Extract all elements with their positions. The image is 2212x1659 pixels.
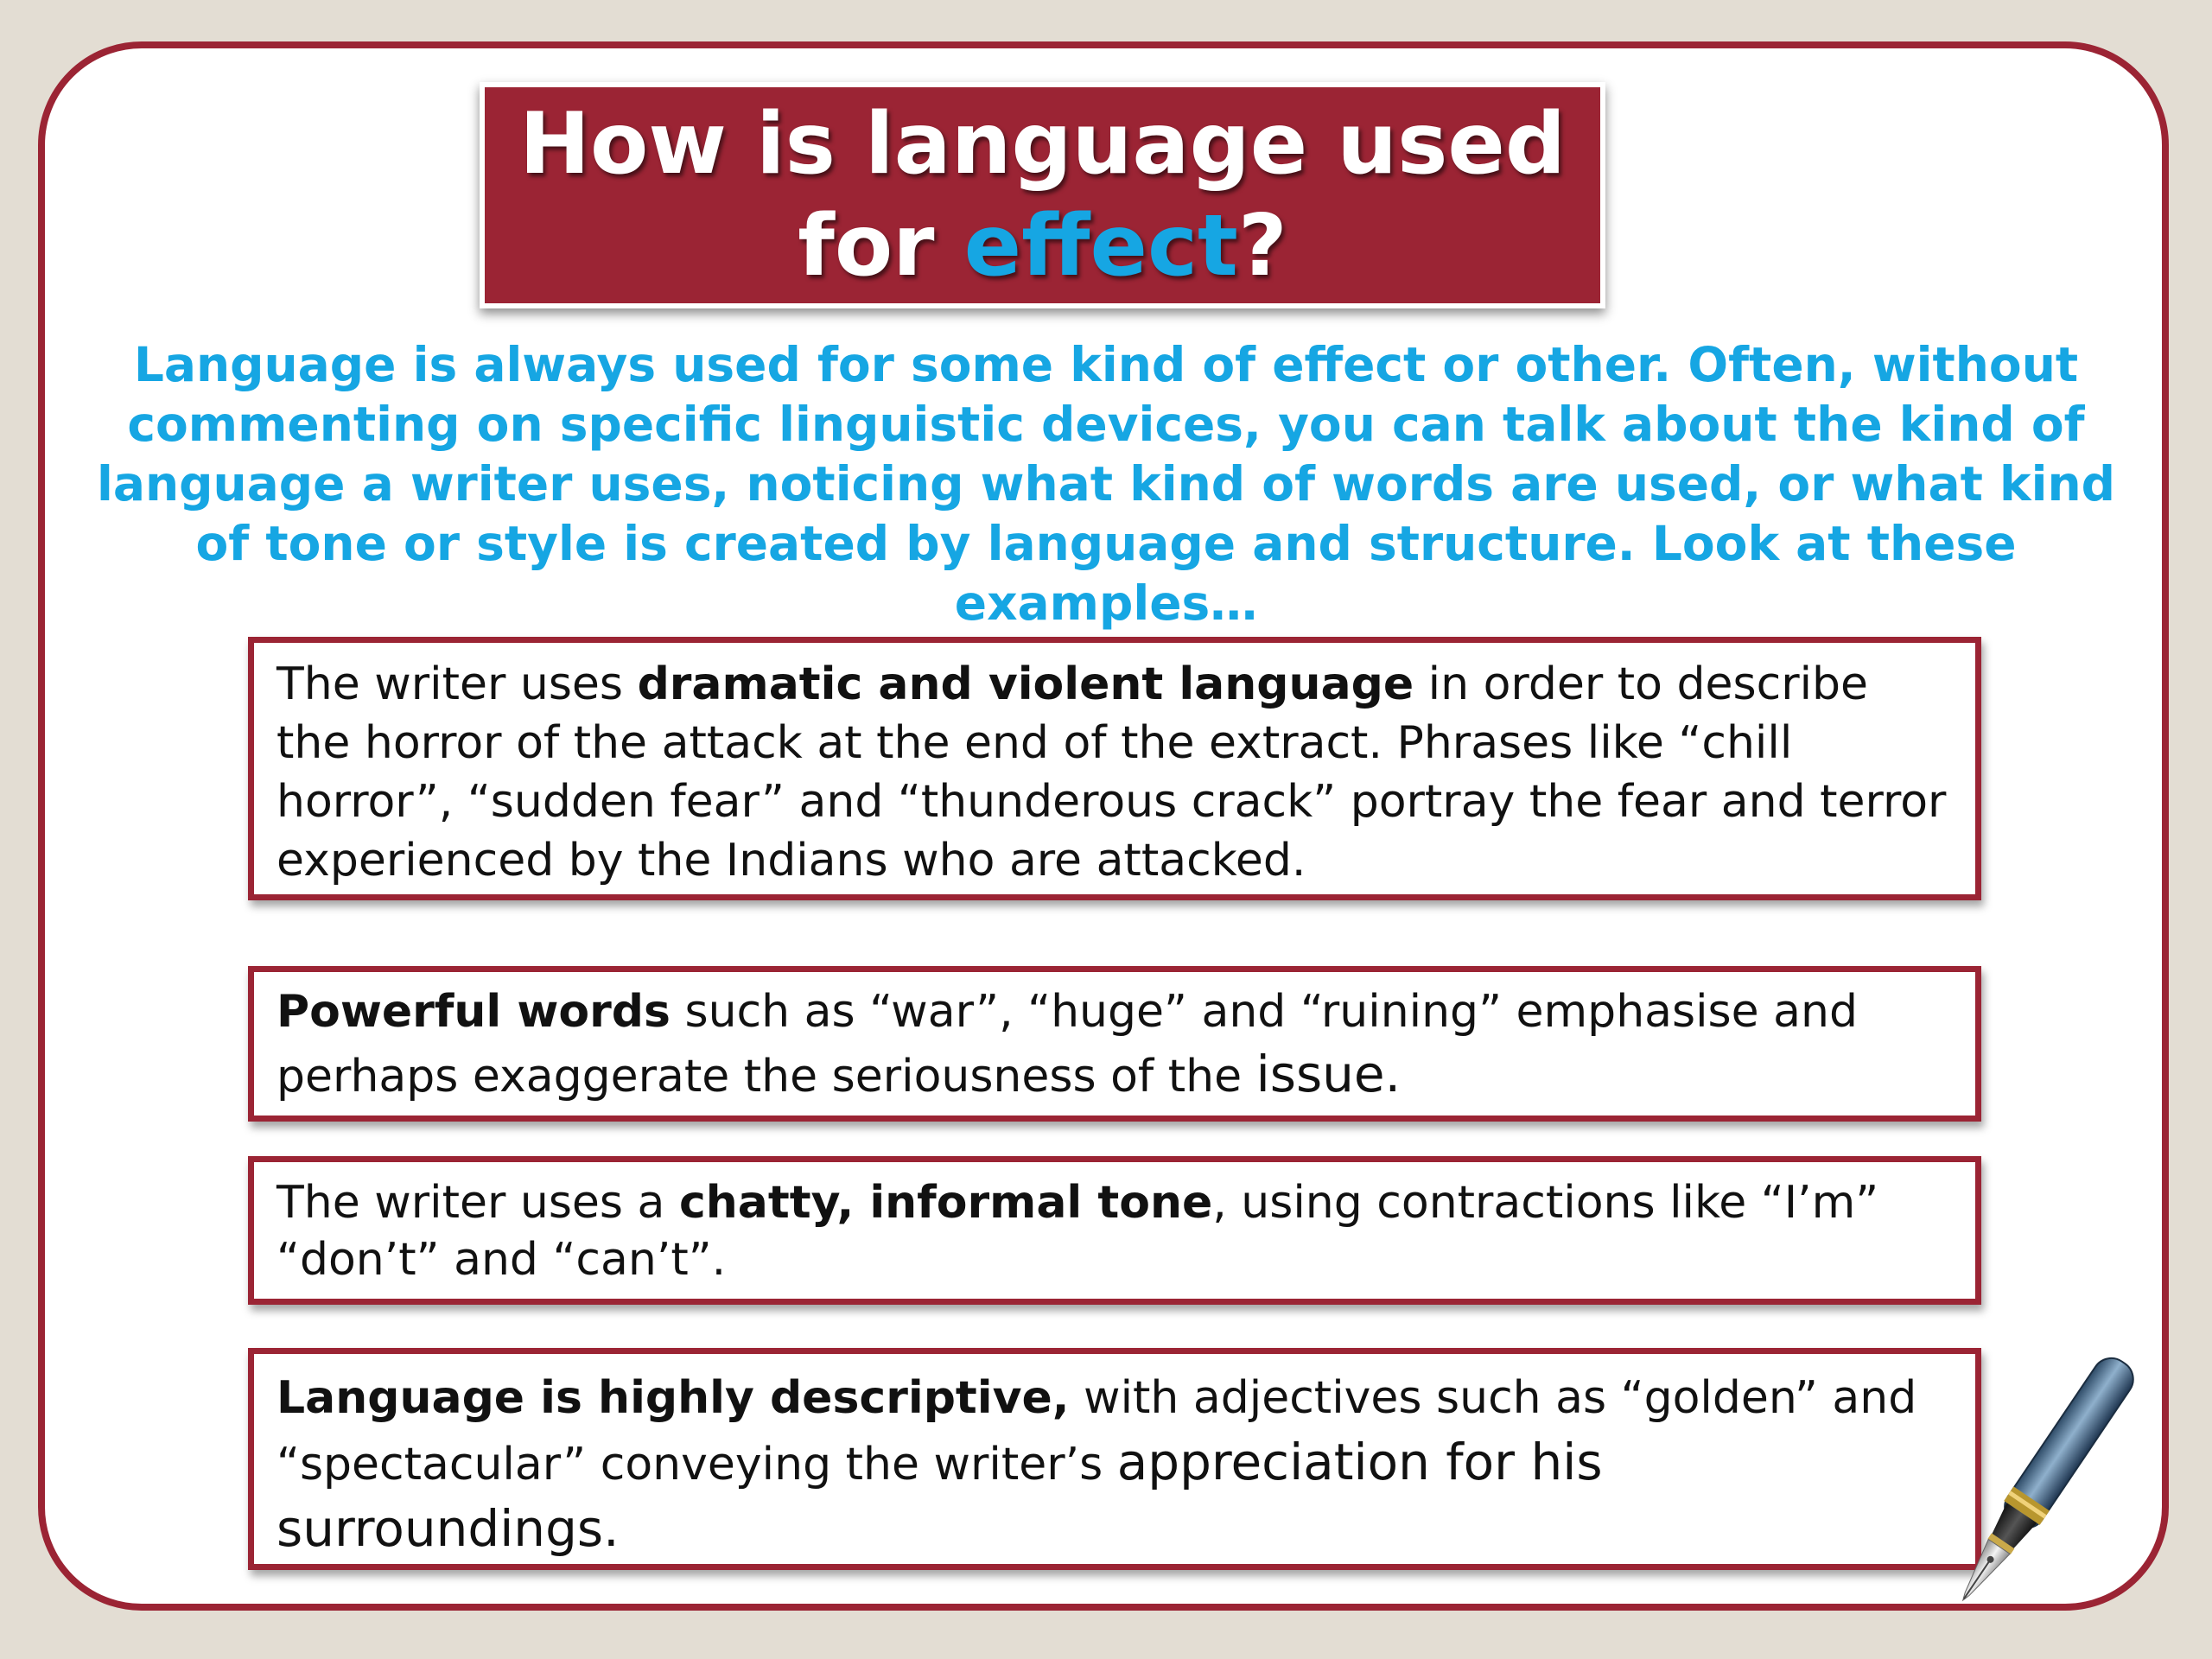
title-line-1: How is language used: [518, 95, 1567, 194]
example-highlight: Language is highly descriptive,: [276, 1372, 1070, 1424]
example-body: in order to describe the horror of the attack at the end of the extract. Phrases like “chill horror”, “sudden fear” and “thunderous crack” portray the fear and terror experienced by the Indians who are attacked.: [276, 658, 1947, 887]
example-card-dramatic-language: [248, 637, 1981, 900]
example-highlight: dramatic and violent language: [637, 658, 1414, 710]
example-text: [276, 1366, 1953, 1563]
title-box: [480, 82, 1605, 308]
example-body: with adjectives such as “golden” and “spectacular” conveying the writer’s: [276, 1372, 1917, 1491]
example-lead: The writer uses: [276, 658, 638, 710]
intro-paragraph: Language is always used for some kind of effect or other. Often, without commenting on specific linguistic devices, you can talk about the kind of language a writer uses, noticing what kind of words are used, or what kind of tone or style is created by language and structure. Look at these examples…: [97, 337, 2115, 631]
example-highlight: Powerful words: [276, 986, 671, 1038]
example-ending: issue.: [1255, 1045, 1402, 1103]
example-ending: appreciation for his surroundings.: [276, 1433, 1603, 1558]
example-text: [276, 655, 1953, 890]
example-text: [276, 1174, 1953, 1288]
example-body: such as “war”, “huge” and “ruining” emphasise and perhaps exaggerate the seriousness of the: [276, 986, 1858, 1103]
example-card-descriptive-language: [248, 1348, 1981, 1570]
example-card-powerful-words: [248, 966, 1981, 1122]
title-accent-word: effect: [963, 197, 1238, 296]
title-line-2-suffix: ?: [1237, 197, 1287, 296]
title-line-2-prefix: for: [798, 197, 964, 296]
example-lead: The writer uses a: [276, 1177, 679, 1229]
fountain-pen-icon: [1936, 1348, 2212, 1659]
example-highlight: chatty, informal tone: [678, 1177, 1213, 1229]
page-title: [519, 93, 1566, 297]
example-body: , using contractions like “I’m” “don’t” and “can’t”.: [276, 1177, 1879, 1286]
example-text: [276, 981, 1953, 1108]
example-card-informal-tone: [248, 1156, 1981, 1305]
